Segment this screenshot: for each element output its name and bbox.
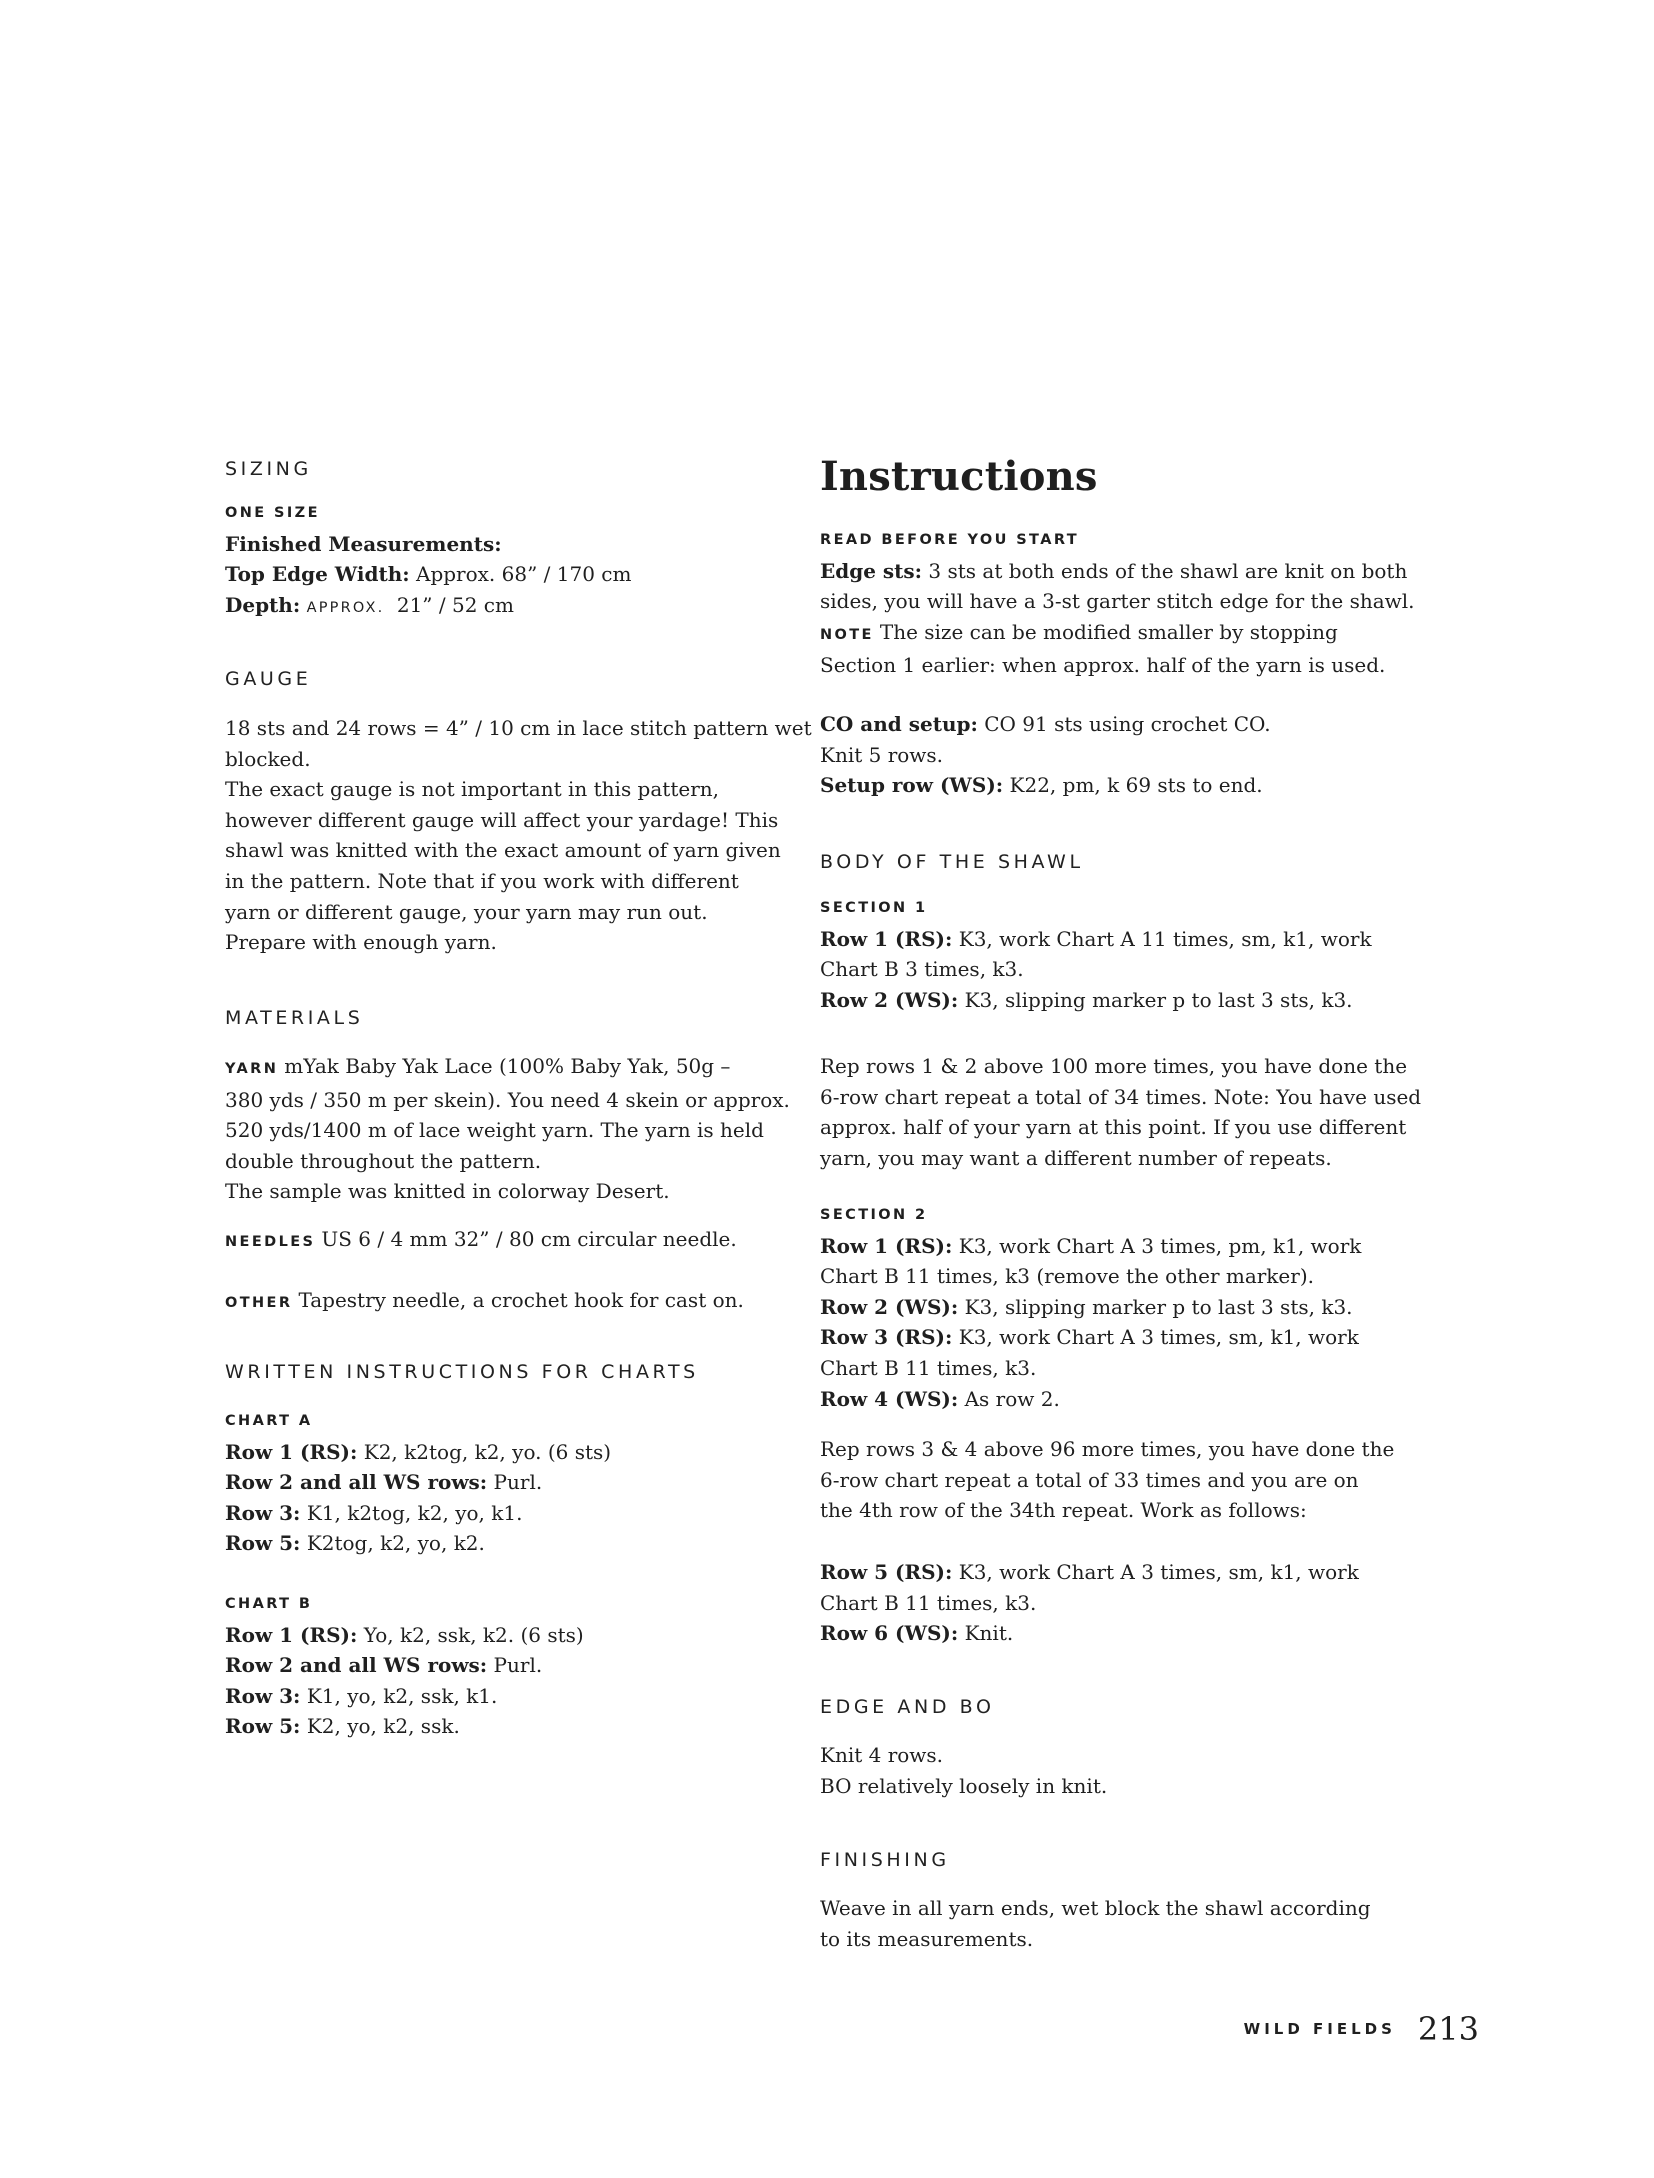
row-text: K3, work Chart A 11 times, sm, k1, work	[958, 926, 1372, 951]
row-text: K1, k2tog, k2, yo, k1.	[306, 1500, 523, 1525]
row-label: Row 1 (RS):	[225, 1622, 358, 1647]
s2-row-3-cont: Chart B 11 times, k3.	[820, 1355, 1037, 1380]
repeat-line: 6-row chart repeat a total of 33 times and you are on	[820, 1467, 1359, 1492]
knit-5-rows: Knit 5 rows.	[820, 742, 944, 767]
row-label: Row 3:	[225, 1683, 301, 1708]
chart-a-block	[225, 1406, 785, 1559]
row-label: Row 2 (WS):	[820, 1294, 959, 1319]
section-1-label: SECTION 1	[820, 900, 928, 916]
gauge-body	[225, 713, 812, 958]
needles-label: NEEDLES	[225, 1234, 316, 1250]
depth-approx: APPROX.	[306, 599, 385, 616]
finishing-section	[820, 1846, 1390, 1874]
row-label: Row 2 and all WS rows:	[225, 1470, 488, 1495]
row-text: K3, slipping marker p to last 3 sts, k3.	[964, 987, 1353, 1012]
gauge-line: Prepare with enough yarn.	[225, 930, 497, 955]
note-text: The size can be modified smaller by stopping	[879, 619, 1338, 644]
note-line	[820, 617, 1390, 651]
row-label: Row 2 (WS):	[820, 987, 959, 1012]
read-before-block	[820, 525, 1415, 681]
co-setup-text: CO 91 sts using crochet CO.	[984, 712, 1271, 736]
body-heading: BODY OF THE SHAWL	[820, 851, 1084, 873]
row-label: Row 5 (RS):	[820, 1560, 953, 1584]
row-label: Row 4 (WS):	[820, 1386, 959, 1411]
row-text: Purl.	[493, 1470, 543, 1495]
instructions-title: Instructions	[820, 453, 1098, 500]
needles-text: US 6 / 4 mm 32” / 80 cm circular needle.	[321, 1227, 737, 1251]
s2-row-1	[820, 1231, 1390, 1262]
row-label: Row 1 (RS):	[820, 926, 953, 951]
page-number: 213	[1417, 2010, 1479, 2048]
setup-row-text: K22, pm, k 69 sts to end.	[1009, 773, 1263, 798]
gauge-heading: GAUGE	[225, 668, 312, 690]
depth	[225, 590, 785, 624]
repeat-line: the 4th row of the 34th repeat. Work as follows:	[820, 1498, 1307, 1523]
s2-row-4	[820, 1384, 1390, 1415]
materials-yarn	[225, 1051, 790, 1207]
materials-section	[225, 1004, 785, 1032]
section-2-final-rows	[820, 1557, 1390, 1649]
body-section	[820, 848, 1390, 876]
chart-a-label: CHART A	[225, 1413, 313, 1429]
top-edge-width	[225, 559, 785, 590]
repeat-line: approx. half of your yarn at this point. If you use different	[820, 1115, 1407, 1140]
row-text: K2, k2tog, k2, yo. (6 sts)	[363, 1439, 612, 1464]
yarn-line	[225, 1051, 785, 1085]
edge-sts-label: Edge sts:	[820, 558, 923, 583]
depth-label: Depth:	[225, 592, 301, 617]
yarn-line: The sample was knitted in colorway Desert.	[225, 1179, 670, 1204]
section-2-label: SECTION 2	[820, 1207, 928, 1223]
row-label: Row 1 (RS):	[820, 1233, 953, 1258]
s1-row-1-cont: Chart B 3 times, k3.	[820, 957, 1024, 982]
gauge-line: 18 sts and 24 rows = 4” / 10 cm in lace stitch pattern wet	[225, 716, 812, 740]
row-label: Row 5:	[225, 1531, 301, 1556]
s1-row-2	[820, 985, 1390, 1016]
finished-measurements	[225, 529, 785, 560]
finishing-line: to its measurements.	[820, 1926, 1034, 1951]
finishing-body	[820, 1893, 1390, 1954]
yarn-label: YARN	[225, 1061, 279, 1077]
top-edge-label: Top Edge Width:	[225, 562, 410, 587]
row-label: Row 2 and all WS rows:	[225, 1653, 488, 1678]
note-label: NOTE	[820, 626, 874, 643]
repeat-line: Rep rows 1 & 2 above 100 more times, you have done the	[820, 1054, 1408, 1078]
setup-row-label: Setup row (WS):	[820, 773, 1004, 798]
s2-row-6	[820, 1618, 1390, 1649]
chart-b-row	[225, 1650, 785, 1681]
row-label: Row 6 (WS):	[820, 1621, 959, 1646]
s1-row-1	[820, 924, 1390, 955]
gauge-line: blocked.	[225, 746, 311, 771]
section-1-repeat	[820, 1051, 1422, 1173]
other-text: Tapestry needle, a crochet hook for cast on.	[298, 1288, 744, 1312]
section-2-repeat	[820, 1434, 1395, 1526]
edge-sts-line2: sides, you will have a 3-st garter stitch edge for the shawl.	[820, 589, 1415, 614]
edge-sts-text: 3 sts at both ends of the shawl are knit on both	[928, 558, 1408, 583]
row-text: K3, slipping marker p to last 3 sts, k3.	[964, 1294, 1353, 1319]
needles-line	[225, 1224, 785, 1258]
row-text: K3, work Chart A 3 times, sm, k1, work	[958, 1325, 1359, 1350]
co-setup-label: CO and setup:	[820, 712, 978, 736]
other-label: OTHER	[225, 1295, 293, 1311]
row-text: Knit.	[964, 1621, 1014, 1646]
edge-line: Knit 4 rows.	[820, 1743, 944, 1767]
row-text: K2, yo, k2, ssk.	[306, 1714, 460, 1739]
gauge-line: however different gauge will affect your yardage! This	[225, 807, 779, 832]
row-label: Row 3:	[225, 1500, 301, 1525]
row-text: As row 2.	[964, 1386, 1060, 1411]
gauge-line: The exact gauge is not important in this pattern,	[225, 777, 719, 802]
finished-label: Finished Measurements:	[225, 531, 502, 556]
materials-heading: MATERIALS	[225, 1007, 364, 1029]
co-setup-line	[820, 709, 1390, 740]
other-line	[225, 1285, 785, 1319]
repeat-line: 6-row chart repeat a total of 34 times. Note: You have used	[820, 1084, 1422, 1109]
sizing-section	[225, 455, 785, 483]
row-text: K1, yo, k2, ssk, k1.	[306, 1683, 498, 1708]
chart-a-row	[225, 1437, 785, 1468]
row-text: K3, work Chart A 3 times, sm, k1, work	[958, 1560, 1359, 1584]
written-instructions-section	[225, 1358, 785, 1386]
note-line2: Section 1 earlier: when approx. half of the yarn is used.	[820, 653, 1386, 678]
row-text: Purl.	[493, 1653, 543, 1678]
chart-a-row	[225, 1467, 785, 1498]
chart-b-label: CHART B	[225, 1596, 313, 1612]
s2-row-5-cont: Chart B 11 times, k3.	[820, 1590, 1037, 1615]
page-footer	[1244, 2010, 1479, 2048]
read-before-label: READ BEFORE YOU START	[820, 532, 1080, 548]
row-label: Row 1 (RS):	[225, 1439, 358, 1464]
gauge-line: yarn or different gauge, your yarn may run out.	[225, 899, 708, 924]
chart-a-row	[225, 1528, 785, 1559]
section-1-block	[820, 893, 1390, 1015]
yarn-text: mYak Baby Yak Lace (100% Baby Yak, 50g –	[284, 1054, 731, 1078]
yarn-line: 380 yds / 350 m per skein). You need 4 skein or approx.	[225, 1087, 790, 1112]
finishing-heading: FINISHING	[820, 1849, 950, 1871]
materials-other	[225, 1285, 785, 1319]
chart-b-row	[225, 1711, 785, 1742]
edge-bo-heading: EDGE AND BO	[820, 1696, 995, 1718]
repeat-line: yarn, you may want a different number of repeats.	[820, 1145, 1332, 1170]
repeat-line: Rep rows 3 & 4 above 96 more times, you have done the	[820, 1437, 1395, 1461]
written-instructions-heading: WRITTEN INSTRUCTIONS FOR CHARTS	[225, 1361, 699, 1383]
edge-line: BO relatively loosely in knit.	[820, 1773, 1108, 1798]
chart-b-row	[225, 1620, 785, 1651]
row-text: Yo, k2, ssk, k2. (6 sts)	[363, 1622, 584, 1647]
row-text: K2tog, k2, yo, k2.	[306, 1531, 485, 1556]
s2-row-1-cont: Chart B 11 times, k3 (remove the other marker).	[820, 1264, 1314, 1289]
chart-b-row	[225, 1681, 785, 1712]
yarn-line: double throughout the pattern.	[225, 1148, 542, 1173]
edge-bo-body	[820, 1740, 1390, 1801]
top-edge-value: Approx. 68” / 170 cm	[416, 562, 632, 587]
row-text: K3, work Chart A 3 times, pm, k1, work	[958, 1233, 1362, 1258]
instructions-title-block	[820, 452, 1390, 502]
edge-sts-line	[820, 556, 1408, 587]
s2-row-2	[820, 1292, 1390, 1323]
setup-row-line	[820, 770, 1390, 801]
s2-row-3	[820, 1322, 1390, 1353]
gauge-section	[225, 665, 785, 693]
row-label: Row 3 (RS):	[820, 1325, 953, 1350]
yarn-line: 520 yds/1400 m of lace weight yarn. The yarn is held	[225, 1118, 764, 1143]
edge-bo-section	[820, 1693, 1390, 1721]
setup-block	[820, 709, 1390, 801]
one-size-label: ONE SIZE	[225, 505, 320, 521]
depth-value: 21” / 52 cm	[396, 592, 514, 617]
gauge-line: in the pattern. Note that if you work with different	[225, 868, 739, 893]
gauge-line: shawl was knitted with the exact amount of yarn given	[225, 838, 781, 863]
materials-needles	[225, 1224, 785, 1258]
sizing-heading: SIZING	[225, 458, 312, 480]
chart-b-block	[225, 1589, 785, 1742]
section-2-block	[820, 1200, 1390, 1414]
row-label: Row 5:	[225, 1714, 301, 1739]
chart-a-row	[225, 1498, 785, 1529]
book-section-label: WILD FIELDS	[1243, 2020, 1396, 2038]
finishing-line: Weave in all yarn ends, wet block the shawl according	[820, 1896, 1371, 1920]
sizing-body	[225, 498, 785, 623]
s2-row-5	[820, 1557, 1390, 1588]
